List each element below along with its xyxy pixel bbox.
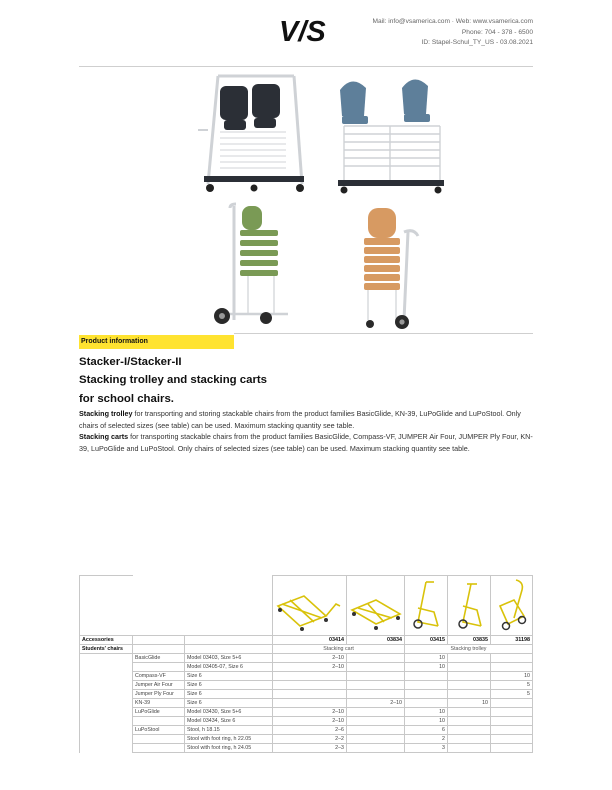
stacking-quantity-cell xyxy=(491,744,533,753)
table-row xyxy=(80,654,533,663)
trolley-03835-drawing xyxy=(448,576,491,636)
stacking-quantity-cell xyxy=(405,690,448,699)
stacking-quantity-cell: 2–6 xyxy=(273,726,347,735)
stacking-quantity-cell: 10 xyxy=(405,654,448,663)
article-number: 03414 xyxy=(273,636,347,645)
table-row xyxy=(80,744,533,753)
spacer-cell xyxy=(80,744,133,753)
table-row xyxy=(80,717,533,726)
description-trolley: Stacking trolley for transporting and storing stackable chairs from the product families BasicGlide, KN-39, LuPoGlide and LuPoStool. Only chairs of selected sizes (see table) can be used. Maximum stacking quantity see table. xyxy=(79,409,521,430)
table-row xyxy=(80,663,533,672)
chair-model-cell: Size 6 xyxy=(185,690,273,699)
photo-trolley-dark-chairs xyxy=(190,72,318,194)
chair-family-cell: Compass-VF xyxy=(133,672,185,681)
table-row xyxy=(80,690,533,699)
stacking-quantity-cell xyxy=(273,690,347,699)
chair-family-cell xyxy=(133,717,185,726)
chair-model-cell: Size 6 xyxy=(185,681,273,690)
description-carts: Stacking carts for transporting stackable chairs from the product families BasicGlide, Compass-VF, JUMPER Air Four, JUMPER Ply Four, KN-39, LuPoGlide and LuPoStool. Only chairs of selected sizes (see table) can be used. Maximum stacking quantity see table. xyxy=(79,432,533,453)
stacking-quantity-cell xyxy=(491,735,533,744)
photo-cart-wooden-chairs xyxy=(354,202,428,332)
spacer-cell xyxy=(80,654,133,663)
stacking-quantity-cell xyxy=(448,672,491,681)
section-label: Product information xyxy=(79,335,234,349)
stacking-quantity-cell xyxy=(273,672,347,681)
stacking-quantity-cell xyxy=(491,726,533,735)
article-number: 31198 xyxy=(491,636,533,645)
spacer-cell xyxy=(80,663,133,672)
accessories-label: Accessories xyxy=(80,636,133,645)
stacking-quantity-cell xyxy=(405,699,448,708)
spacer-cell xyxy=(80,735,133,744)
photo-cart-blue-chairs xyxy=(332,70,450,194)
stacking-quantity-cell xyxy=(491,654,533,663)
table-row xyxy=(80,681,533,690)
stacking-quantity-cell xyxy=(347,717,405,726)
title-line-subtitle-2: for school chairs. xyxy=(79,392,174,405)
chair-model-cell: Model 03430, Size 5+6 xyxy=(185,708,273,717)
spacer-cell xyxy=(80,699,133,708)
stacking-quantity-cell: 6 xyxy=(405,726,448,735)
stacking-quantity-cell: 2–3 xyxy=(273,744,347,753)
stacking-quantity-cell xyxy=(405,672,448,681)
stacking-quantity-cell xyxy=(491,663,533,672)
table-row xyxy=(80,699,533,708)
students-chairs-label: Students' chairs xyxy=(80,645,133,654)
spacer-cell xyxy=(80,717,133,726)
stacking-quantity-cell: 2–10 xyxy=(273,663,347,672)
stacking-quantity-cell xyxy=(347,672,405,681)
header-divider xyxy=(79,66,533,67)
chair-family-cell: LuPoStool xyxy=(133,726,185,735)
stacking-quantity-cell xyxy=(347,690,405,699)
stacking-quantity-cell: 2–10 xyxy=(273,654,347,663)
stacking-quantity-cell xyxy=(448,726,491,735)
chair-family-cell: Jumper Ply Four xyxy=(133,690,185,699)
stacking-quantity-cell xyxy=(273,681,347,690)
vs-logo xyxy=(279,14,331,46)
stacking-quantity-cell xyxy=(448,663,491,672)
compatibility-table xyxy=(79,575,532,753)
trolley-03415-drawing xyxy=(405,576,448,636)
chair-model-cell: Model 03434, Size 6 xyxy=(185,717,273,726)
document-id: ID: Stapel-Schul_TY_US - 03.08.2021 xyxy=(421,39,533,47)
spacer-cell xyxy=(80,708,133,717)
photo-trolley-green-chairs xyxy=(208,202,298,330)
stacking-quantity-cell xyxy=(273,699,347,708)
contact-block xyxy=(373,17,533,49)
stacking-quantity-cell xyxy=(448,735,491,744)
chair-family-cell: Jumper Air Four xyxy=(133,681,185,690)
stacking-quantity-cell xyxy=(448,681,491,690)
group-stacking-trolley: Stacking trolley xyxy=(405,645,533,654)
stacking-quantity-cell: 2 xyxy=(405,735,448,744)
stacking-quantity-cell: 2–10 xyxy=(273,708,347,717)
stacking-quantity-cell xyxy=(347,663,405,672)
chair-family-cell xyxy=(133,663,185,672)
stacking-quantity-cell xyxy=(448,690,491,699)
stacking-quantity-cell: 5 xyxy=(491,690,533,699)
chair-family-cell xyxy=(133,735,185,744)
stacking-quantity-cell: 10 xyxy=(405,663,448,672)
stacking-quantity-cell xyxy=(448,654,491,663)
chair-family-cell: KN-39 xyxy=(133,699,185,708)
article-number: 03415 xyxy=(405,636,448,645)
stacking-quantity-cell: 5 xyxy=(491,681,533,690)
chair-model-cell: Model 03405-07, Size 6 xyxy=(185,663,273,672)
stacking-quantity-cell xyxy=(448,744,491,753)
page-title xyxy=(79,353,267,408)
chair-model-cell: Size 6 xyxy=(185,672,273,681)
chair-family-cell xyxy=(133,744,185,753)
spacer-cell xyxy=(80,726,133,735)
spacer-cell xyxy=(80,690,133,699)
stacking-quantity-cell: 2–10 xyxy=(273,717,347,726)
chair-family-cell: BasicGlide xyxy=(133,654,185,663)
stacking-quantity-cell xyxy=(347,744,405,753)
group-stacking-cart: Stacking cart xyxy=(273,645,405,654)
article-number: 03835 xyxy=(448,636,491,645)
cart-03414-drawing xyxy=(273,576,347,636)
table-group-row xyxy=(80,645,533,654)
stacking-quantity-cell: 3 xyxy=(405,744,448,753)
spacer-cell xyxy=(80,681,133,690)
cart-03834-drawing xyxy=(347,576,405,636)
chair-model-cell: Stool with foot ring, h 24.05 xyxy=(185,744,273,753)
stacking-quantity-cell xyxy=(347,708,405,717)
table-row xyxy=(80,726,533,735)
title-line-subtitle: Stacking trolley and stacking carts xyxy=(79,374,268,387)
stacking-quantity-cell: 10 xyxy=(405,708,448,717)
contact-mail-web: Mail: info@vsamerica.com · Web: www.vsamerica.com xyxy=(372,18,533,25)
stacking-quantity-cell: 10 xyxy=(491,672,533,681)
stacking-quantity-cell xyxy=(448,708,491,717)
table-image-row xyxy=(80,576,533,636)
stacking-quantity-cell xyxy=(448,717,491,726)
chair-model-cell: Size 6 xyxy=(185,699,273,708)
stacking-quantity-cell xyxy=(347,735,405,744)
stacking-quantity-cell xyxy=(491,717,533,726)
title-line-product: Stacker-I/Stacker-II xyxy=(79,356,182,368)
table-article-row xyxy=(80,636,533,645)
stacking-quantity-cell: 2–2 xyxy=(273,735,347,744)
spacer-cell xyxy=(80,672,133,681)
stacking-quantity-cell xyxy=(347,681,405,690)
stacking-quantity-cell xyxy=(491,708,533,717)
stacking-quantity-cell xyxy=(347,654,405,663)
stacking-quantity-cell: 10 xyxy=(448,699,491,708)
chair-model-cell: Model 03403, Size 5+6 xyxy=(185,654,273,663)
table-row xyxy=(80,672,533,681)
table-row xyxy=(80,735,533,744)
stacking-quantity-cell xyxy=(347,726,405,735)
table-row xyxy=(80,708,533,717)
stacking-quantity-cell xyxy=(491,699,533,708)
chair-model-cell: Stool with foot ring, h 22.05 xyxy=(185,735,273,744)
trolley-31198-drawing xyxy=(491,576,533,636)
chair-family-cell: LuPoGlide xyxy=(133,708,185,717)
contact-phone: Phone: 704 - 378 - 6500 xyxy=(461,28,533,36)
stacking-quantity-cell xyxy=(405,681,448,690)
svg-text:V/S: V/S xyxy=(279,16,326,46)
photo-divider xyxy=(234,333,533,334)
stacking-quantity-cell: 10 xyxy=(405,717,448,726)
product-description xyxy=(79,408,534,454)
stacking-quantity-cell: 2–10 xyxy=(347,699,405,708)
chair-model-cell: Stool, h 18.15 xyxy=(185,726,273,735)
article-number: 03834 xyxy=(347,636,405,645)
